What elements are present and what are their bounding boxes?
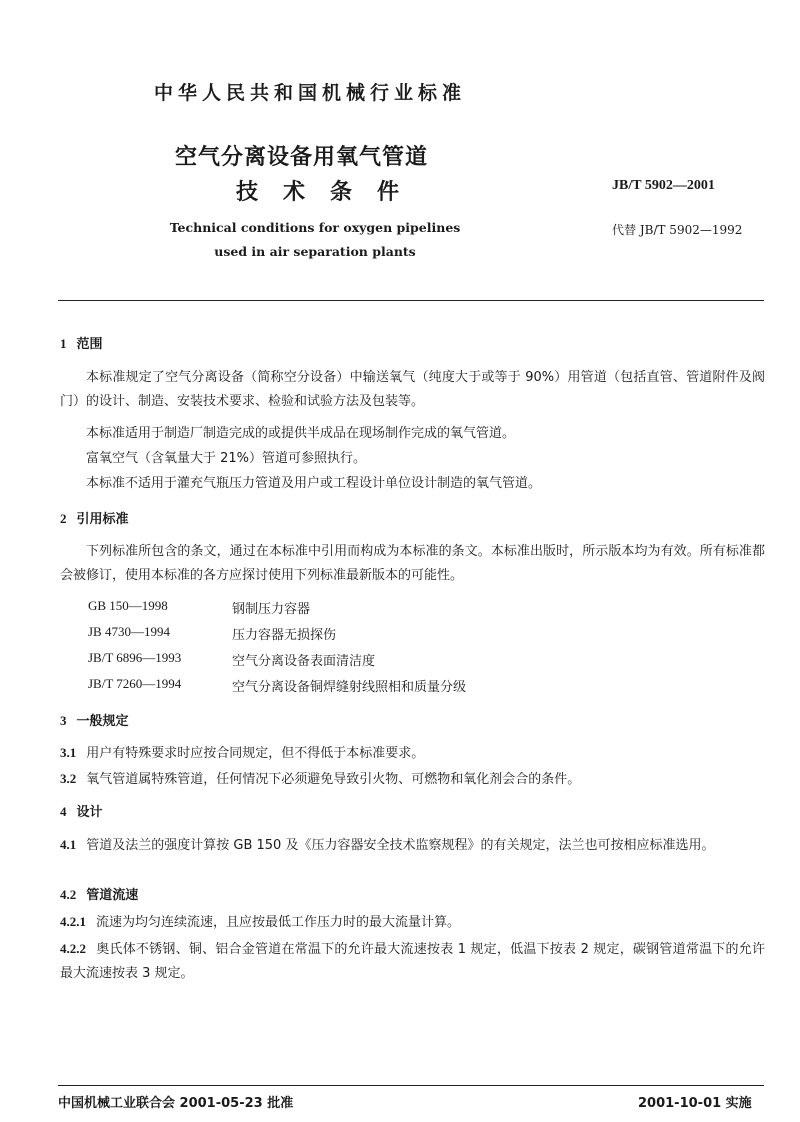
reference-code: GB 150—1998 [88,598,168,613]
section-2-paragraph-1: 下列标准所包含的条文，通过在本标准中引用而构成为本标准的条文。本标准出版时，所示版本均为有效。所有标准都会被修订，使用本标准的各方应探讨使用下列标准最新版本的可能性。 [60,544,765,583]
title-cn-line2: 技术条件 [236,180,425,205]
clause-4-1-number: 4.1 [60,837,77,852]
reference-name: 压力容器无损探伤 [232,628,337,643]
clause-4-2 [60,883,765,908]
title-cn-line1: 空气分离设备用氧气管道 [175,145,429,170]
clause-4-1-text: 管道及法兰的强度计算按 GB 150 及《压力容器安全技术监察规程》的有关规定，法兰也可按相应标准选用。 [86,838,715,853]
section-4-heading [60,801,103,820]
clause-3-2-text: 氧气管道属特殊管道，任何情况下必须避免导致引火物、可燃物和氧化剂会合的条件。 [86,772,581,787]
section-1-paragraph-1: 本标准规定了空气分离设备（简称空分设备）中输送氧气（纯度大于或等于 90%）用管道（包括直管、管道附件及阀门）的设计、制造、安装技术要求、检验和试验方法及包装等。 [60,370,765,409]
reference-name: 空气分离设备铜焊缝射线照相和质量分级 [232,680,467,695]
reference-name: 钢制压力容器 [232,602,311,617]
section-3-heading [60,710,129,729]
reference-code: JB/T 7260—1994 [88,676,182,691]
footer-effective: 2001-10-01 实施 [638,1096,752,1111]
section-2-title: 引用标准 [76,512,129,527]
clause-3-2 [60,767,765,792]
reference-name: 空气分离设备表面清洁度 [232,654,376,669]
footer-divider [58,1085,764,1086]
header-divider [58,300,764,301]
clause-3-2-number: 3.2 [60,771,77,786]
clause-4-2-2-number: 4.2.2 [60,941,86,956]
clause-4-2-1 [60,910,765,935]
standard-number: JB/T 5902—2001 [612,178,715,193]
section-3-title: 一般规定 [76,714,129,729]
section-1-number: 1 [60,336,67,351]
footer-issued: 中国机械工业联合会 2001-05-23 批准 [58,1096,294,1111]
section-1-paragraph-4: 本标准不适用于灌充气瓶压力管道及用户或工程设计单位设计制造的氧气管道。 [86,476,542,491]
section-2-heading [60,508,129,527]
section-2-number: 2 [60,511,67,526]
section-1-heading [60,333,103,352]
clause-4-2-1-number: 4.2.1 [60,914,86,929]
header-org-standard: 中华人民共和国机械行业标准 [153,82,466,104]
section-4-number: 4 [60,804,67,819]
title-en-line1: Technical conditions for oxygen pipelines [169,220,461,235]
section-3-number: 3 [60,713,67,728]
clause-3-1 [60,741,765,766]
clause-4-2-title: 管道流速 [86,888,139,903]
clause-4-2-1-text: 流速为均匀连续流速，且应按最低工作压力时的最大流量计算。 [96,915,461,930]
section-4-title: 设计 [76,805,103,820]
clause-4-1 [60,833,765,858]
clause-4-2-2 [60,937,765,986]
section-1-paragraph-3: 富氧空气（含氧量大于 21%）管道可参照执行。 [86,451,367,466]
section-1-paragraph-2: 本标准适用于制造厂制造完成的或提供半成品在现场制作完成的氧气管道。 [86,426,516,441]
reference-code: JB 4730—1994 [88,624,170,639]
clause-4-2-2-text: 奥氏体不锈钢、铜、铝合金管道在常温下的允许最大流速按表 1 规定，低温下按表 2 规定，碳钢管道常温下的允许最大流速按表 3 规定。 [60,942,765,981]
reference-code: JB/T 6896—1993 [88,650,182,665]
title-en-line2: used in air separation plants [214,244,416,259]
clause-3-1-number: 3.1 [60,745,77,760]
replaces-standard: 代替 JB/T 5902—1992 [612,223,743,237]
clause-4-2-number: 4.2 [60,887,77,902]
clause-3-1-text: 用户有特殊要求时应按合同规定，但不得低于本标准要求。 [86,746,425,761]
section-1-title: 范围 [76,337,103,352]
